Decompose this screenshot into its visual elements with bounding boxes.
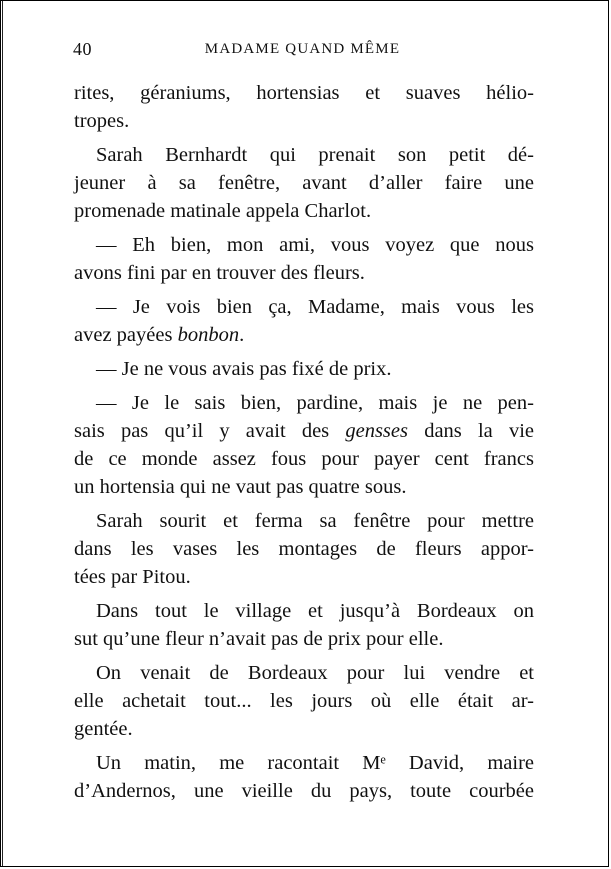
text-span: . [239,324,245,346]
text-line: jeuner à sa fenêtre, avant d’aller faire une [74,172,534,194]
text-line: d’Andernos, une vieille du pays, toute courbée [74,780,534,802]
text-line: Un matin, me racontait Mᵉ David, maire [96,752,534,774]
text-line: un hortensia qui ne vaut pas quatre sous. [74,476,407,498]
paragraph [74,231,534,287]
text-span: dans la vie [408,420,534,442]
page-number: 40 [73,39,92,59]
text-line: — Je le sais bien, pardine, mais je ne pen- [96,392,534,414]
paragraph [74,597,534,653]
page-edge [2,1,3,866]
text-line: rites, géraniums, hortensias et suaves hélio- [74,82,534,104]
text-line: sut qu’une fleur n’avait pas de prix pour elle. [74,628,444,650]
text-line: elle achetait tout... les jours où elle était ar- [74,690,534,712]
paragraph [74,141,534,225]
paragraph [74,79,534,135]
text-line: tropes. [74,110,130,132]
text-line: — Je vois bien ça, Madame, mais vous les [96,296,534,318]
text-line [74,321,534,349]
paragraph [74,749,534,805]
text-span: sais pas qu’il y avait des [74,420,346,442]
text-span: avez payées [74,324,178,346]
text-line: promenade matinale appela Charlot. [74,200,372,222]
paragraph [74,389,534,501]
running-title: MADAME QUAND MÊME [204,41,401,57]
text-line: de ce monde assez fous pour payer cent francs [74,448,534,470]
text-line: Sarah Bernhardt qui prenait son petit dé- [96,144,534,166]
text-line: avons fini par en trouver des fleurs. [74,262,365,284]
italic-word: gensses [345,420,408,442]
text-line: tées par Pitou. [74,566,191,588]
text-line: Dans tout le village et jusqu’à Bordeaux on [96,600,534,622]
text-line: — Je ne vous avais pas fixé de prix. [96,358,392,380]
text-line: gentée. [74,718,133,740]
paragraph [74,659,534,743]
text-line: dans les vases les montages de fleurs appor- [74,538,534,560]
paragraph [74,293,534,349]
text-line [74,417,534,445]
text-line: — Eh bien, mon ami, vous voyez que nous [96,234,534,256]
italic-word: bonbon [177,324,240,346]
running-head [73,39,532,63]
text-line: On venait de Bordeaux pour lui vendre et [96,662,534,684]
paragraph [74,355,534,383]
paragraph [74,507,534,591]
body-text [74,79,534,811]
text-line: Sarah sourit et ferma sa fenêtre pour mettre [96,510,534,532]
